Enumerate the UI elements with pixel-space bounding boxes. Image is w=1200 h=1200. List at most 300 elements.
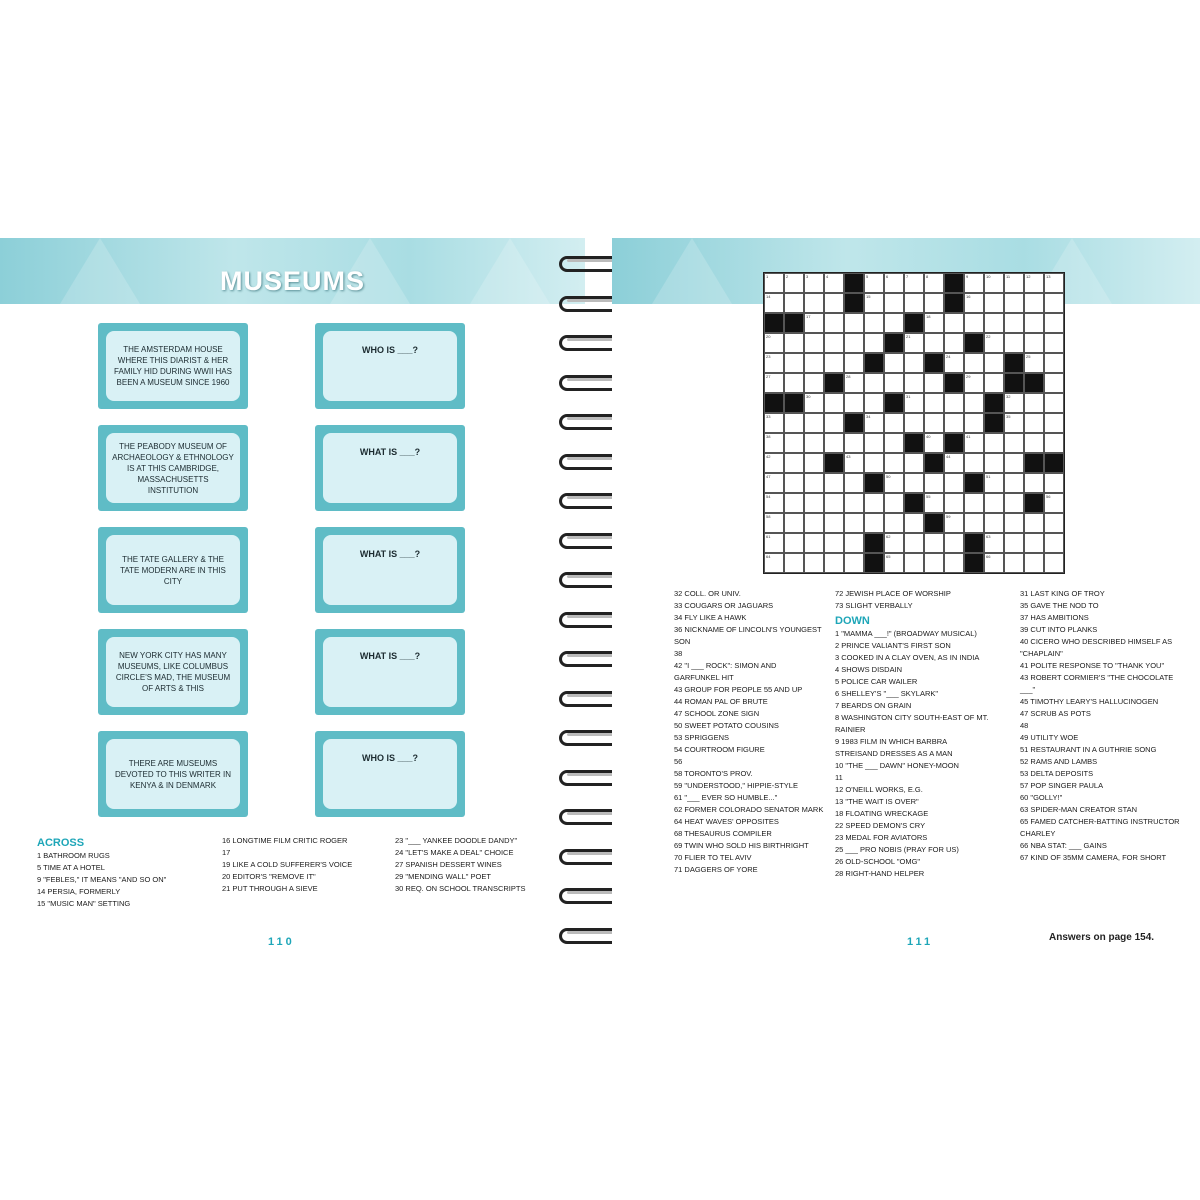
grid-cell[interactable]	[764, 553, 784, 573]
grid-cell[interactable]	[864, 313, 884, 333]
grid-cell[interactable]	[784, 293, 804, 313]
grid-cell[interactable]	[784, 533, 804, 553]
grid-cell[interactable]	[844, 333, 864, 353]
cell-number: 25	[1026, 354, 1031, 359]
grid-cell[interactable]	[1044, 473, 1064, 493]
grid-block	[764, 313, 784, 333]
clues-col5	[835, 588, 990, 880]
grid-cell[interactable]	[944, 333, 964, 353]
grid-cell[interactable]	[984, 333, 1004, 353]
clue-card	[98, 629, 248, 715]
clue-card-text: THE AMSTERDAM HOUSE WHERE THIS DIARIST & HER FAMILY HID DURING WWII HAS BEEN A MUSEUM SINCE 1960	[106, 331, 240, 401]
grid-cell[interactable]	[844, 353, 864, 373]
grid-cell[interactable]	[964, 453, 984, 473]
grid-block	[964, 553, 984, 573]
grid-cell[interactable]	[764, 413, 784, 433]
cell-number: 23	[766, 354, 771, 359]
grid-cell[interactable]	[844, 453, 864, 473]
grid-cell[interactable]	[944, 513, 964, 533]
grid-cell[interactable]	[804, 313, 824, 333]
grid-cell[interactable]	[804, 413, 824, 433]
grid-cell[interactable]	[904, 393, 924, 413]
grid-cell[interactable]	[1004, 553, 1024, 573]
grid-cell[interactable]	[784, 373, 804, 393]
grid-block	[824, 373, 844, 393]
grid-cell[interactable]	[984, 433, 1004, 453]
grid-cell[interactable]	[784, 273, 804, 293]
grid-cell[interactable]	[1024, 553, 1044, 573]
clue-line: 22 SPEED DEMON'S CRY	[835, 821, 926, 830]
grid-cell[interactable]	[1004, 293, 1024, 313]
grid-cell[interactable]	[764, 373, 784, 393]
cell-number: 38	[766, 434, 771, 439]
grid-cell[interactable]	[904, 533, 924, 553]
grid-cell[interactable]	[904, 413, 924, 433]
grid-cell[interactable]	[1024, 293, 1044, 313]
clue-line: 70 FLIER TO TEL AVIV	[674, 853, 752, 862]
cell-number: 9	[966, 274, 969, 279]
grid-cell[interactable]	[904, 353, 924, 373]
grid-cell[interactable]	[944, 473, 964, 493]
grid-cell[interactable]	[924, 293, 944, 313]
grid-cell[interactable]	[824, 313, 844, 333]
grid-cell[interactable]	[924, 433, 944, 453]
grid-cell[interactable]	[964, 433, 984, 453]
grid-cell[interactable]	[904, 273, 924, 293]
grid-block	[944, 433, 964, 453]
grid-cell[interactable]	[804, 373, 824, 393]
clue-line: 39 CUT INTO PLANKS	[1020, 625, 1098, 634]
grid-cell[interactable]	[844, 533, 864, 553]
answer-card-text: WHAT IS ___?	[323, 637, 457, 707]
grid-cell[interactable]	[844, 313, 864, 333]
cell-number: 20	[766, 334, 771, 339]
page-number-left: 110	[268, 936, 295, 948]
grid-cell[interactable]	[764, 473, 784, 493]
grid-cell[interactable]	[924, 413, 944, 433]
grid-cell[interactable]	[784, 553, 804, 573]
grid-block	[844, 293, 864, 313]
grid-cell[interactable]	[1024, 353, 1044, 373]
grid-cell[interactable]	[864, 413, 884, 433]
grid-cell[interactable]	[804, 433, 824, 453]
down-clues-col3	[1020, 588, 1185, 864]
grid-cell[interactable]	[1044, 313, 1064, 333]
grid-cell[interactable]	[964, 353, 984, 373]
grid-cell[interactable]	[764, 353, 784, 373]
cell-number: 16	[966, 294, 971, 299]
grid-cell[interactable]	[784, 473, 804, 493]
clue-line: 13 "THE WAIT IS OVER"	[835, 797, 919, 806]
right-page	[612, 238, 1200, 962]
grid-cell[interactable]	[884, 493, 904, 513]
grid-cell[interactable]	[884, 413, 904, 433]
cell-number: 33	[766, 414, 771, 419]
grid-cell[interactable]	[944, 413, 964, 433]
cell-number: 44	[946, 454, 951, 459]
grid-cell[interactable]	[804, 453, 824, 473]
grid-block	[784, 313, 804, 333]
grid-cell[interactable]	[824, 413, 844, 433]
grid-cell[interactable]	[844, 493, 864, 513]
grid-cell[interactable]	[1044, 493, 1064, 513]
grid-cell[interactable]	[984, 493, 1004, 513]
grid-cell[interactable]	[764, 533, 784, 553]
grid-cell[interactable]	[944, 313, 964, 333]
grid-block	[1024, 373, 1044, 393]
grid-cell[interactable]	[804, 273, 824, 293]
grid-block	[864, 353, 884, 373]
answer-card[interactable]	[315, 527, 465, 613]
clue-card-text: THERE ARE MUSEUMS DEVOTED TO THIS WRITER IN KENYA & IN DENMARK	[106, 739, 240, 809]
grid-cell[interactable]	[924, 553, 944, 573]
grid-cell[interactable]	[804, 493, 824, 513]
grid-cell[interactable]	[864, 273, 884, 293]
left-page	[0, 238, 585, 962]
answer-card-text: WHAT IS ___?	[323, 535, 457, 605]
grid-cell[interactable]	[1004, 433, 1024, 453]
grid-cell[interactable]	[1004, 413, 1024, 433]
cell-number: 11	[1006, 274, 1011, 279]
grid-block	[864, 553, 884, 573]
clue-line: 4 SHOWS DISDAIN	[835, 665, 903, 674]
grid-cell[interactable]	[804, 353, 824, 373]
clue-line: 54 COURTROOM FIGURE	[674, 745, 765, 754]
grid-cell[interactable]	[884, 433, 904, 453]
grid-cell[interactable]	[984, 553, 1004, 573]
grid-cell[interactable]	[784, 513, 804, 533]
grid-cell[interactable]	[984, 313, 1004, 333]
grid-cell[interactable]	[764, 273, 784, 293]
grid-cell[interactable]	[924, 393, 944, 413]
clue-line: 24 "LET'S MAKE A DEAL" CHOICE	[395, 848, 514, 857]
grid-cell[interactable]	[884, 513, 904, 533]
grid-block	[1044, 453, 1064, 473]
cell-number: 8	[926, 274, 929, 279]
grid-cell[interactable]	[1044, 513, 1064, 533]
grid-cell[interactable]	[1044, 273, 1064, 293]
clue-line: 53 SPRIGGENS	[674, 733, 730, 742]
grid-cell[interactable]	[784, 413, 804, 433]
grid-cell[interactable]	[944, 533, 964, 553]
grid-cell[interactable]	[1024, 393, 1044, 413]
clue-line: 30 REQ. ON SCHOOL TRANSCRIPTS	[395, 884, 526, 893]
grid-cell[interactable]	[1024, 413, 1044, 433]
answer-card-text: WHAT IS ___?	[323, 433, 457, 503]
grid-cell[interactable]	[804, 393, 824, 413]
clue-line: 12 O'NEILL WORKS, E.G.	[835, 785, 923, 794]
grid-cell[interactable]	[764, 433, 784, 453]
grid-cell[interactable]	[904, 473, 924, 493]
crossword-grid[interactable]	[763, 272, 1065, 574]
grid-cell[interactable]	[964, 393, 984, 413]
clue-line: 73 SLIGHT VERBALLY	[835, 601, 913, 610]
clue-card	[98, 527, 248, 613]
grid-cell[interactable]	[884, 553, 904, 573]
grid-cell[interactable]	[784, 453, 804, 473]
grid-cell[interactable]	[984, 533, 1004, 553]
grid-cell[interactable]	[964, 493, 984, 513]
grid-cell[interactable]	[864, 393, 884, 413]
grid-cell[interactable]	[1044, 553, 1064, 573]
grid-cell[interactable]	[844, 473, 864, 493]
grid-block	[964, 533, 984, 553]
cell-number: 5	[866, 274, 869, 279]
grid-cell[interactable]	[904, 553, 924, 573]
cell-number: 29	[966, 374, 971, 379]
cell-number: 41	[966, 434, 971, 439]
answer-card[interactable]	[315, 629, 465, 715]
grid-block	[844, 273, 864, 293]
answer-card[interactable]	[315, 731, 465, 817]
cell-number: 14	[766, 294, 771, 299]
cell-number: 4	[826, 274, 829, 279]
grid-cell[interactable]	[784, 493, 804, 513]
grid-cell[interactable]	[884, 473, 904, 493]
clue-line: 32 COLL. OR UNIV.	[674, 589, 741, 598]
answer-card-text: WHO IS ___?	[323, 739, 457, 809]
clue-line: 5 TIME AT A HOTEL	[37, 863, 105, 872]
grid-cell[interactable]	[964, 413, 984, 433]
grid-block	[864, 533, 884, 553]
grid-cell[interactable]	[1024, 473, 1044, 493]
grid-cell[interactable]	[804, 473, 824, 493]
clue-line: 10 "THE ___ DAWN" HONEY-MOON	[835, 761, 959, 770]
grid-cell[interactable]	[984, 513, 1004, 533]
clue-line: 27 SPANISH DESSERT WINES	[395, 860, 502, 869]
grid-cell[interactable]	[824, 533, 844, 553]
grid-block	[764, 393, 784, 413]
clue-line: 69 TWIN WHO SOLD HIS BIRTHRIGHT	[674, 841, 809, 850]
cell-number: 32	[1006, 394, 1011, 399]
grid-cell[interactable]	[1044, 533, 1064, 553]
grid-cell[interactable]	[924, 333, 944, 353]
grid-cell[interactable]	[804, 513, 824, 533]
grid-cell[interactable]	[884, 313, 904, 333]
grid-cell[interactable]	[824, 433, 844, 453]
clue-line: 14 PERSIA, FORMERLY	[37, 887, 121, 896]
grid-cell[interactable]	[984, 293, 1004, 313]
grid-cell[interactable]	[884, 293, 904, 313]
grid-cell[interactable]	[864, 293, 884, 313]
grid-cell[interactable]	[884, 273, 904, 293]
grid-cell[interactable]	[824, 393, 844, 413]
grid-cell[interactable]	[904, 293, 924, 313]
grid-cell[interactable]	[764, 513, 784, 533]
grid-cell[interactable]	[804, 293, 824, 313]
grid-cell[interactable]	[944, 453, 964, 473]
answer-card[interactable]	[315, 323, 465, 409]
grid-cell[interactable]	[844, 513, 864, 533]
grid-cell[interactable]	[884, 453, 904, 473]
grid-cell[interactable]	[924, 273, 944, 293]
grid-cell[interactable]	[944, 393, 964, 413]
cell-number: 51	[986, 474, 991, 479]
grid-cell[interactable]	[864, 513, 884, 533]
cell-number: 66	[986, 554, 991, 559]
grid-cell[interactable]	[964, 513, 984, 533]
grid-cell[interactable]	[984, 373, 1004, 393]
grid-cell[interactable]	[1004, 313, 1024, 333]
grid-cell[interactable]	[784, 333, 804, 353]
grid-cell[interactable]	[1044, 433, 1064, 453]
grid-cell[interactable]	[824, 273, 844, 293]
grid-cell[interactable]	[1044, 333, 1064, 353]
grid-cell[interactable]	[864, 493, 884, 513]
grid-cell[interactable]	[864, 453, 884, 473]
grid-cell[interactable]	[1024, 533, 1044, 553]
cell-number: 40	[926, 434, 931, 439]
grid-cell[interactable]	[864, 333, 884, 353]
cell-number: 34	[866, 414, 871, 419]
clue-line: 5 POLICE CAR WAILER	[835, 677, 918, 686]
grid-block	[824, 453, 844, 473]
grid-cell[interactable]	[844, 393, 864, 413]
grid-cell[interactable]	[1024, 433, 1044, 453]
clue-line: 25 ___ PRO NOBIS (PRAY FOR US)	[835, 845, 959, 854]
grid-block	[884, 393, 904, 413]
clue-line: 18 FLOATING WRECKAGE	[835, 809, 929, 818]
cell-number: 64	[766, 554, 771, 559]
grid-cell[interactable]	[804, 333, 824, 353]
grid-cell[interactable]	[824, 293, 844, 313]
cell-number: 54	[766, 494, 771, 499]
clue-line: 42 "I ___ ROCK": SIMON AND GARFUNKEL HIT	[674, 661, 777, 682]
grid-cell[interactable]	[924, 533, 944, 553]
grid-cell[interactable]	[904, 333, 924, 353]
grid-cell[interactable]	[1044, 353, 1064, 373]
clue-line: 64 HEAT WAVES' OPPOSITES	[674, 817, 779, 826]
grid-cell[interactable]	[1044, 293, 1064, 313]
grid-cell[interactable]	[1044, 413, 1064, 433]
grid-cell[interactable]	[784, 353, 804, 373]
grid-cell[interactable]	[824, 513, 844, 533]
grid-cell[interactable]	[764, 493, 784, 513]
grid-cell[interactable]	[1004, 333, 1024, 353]
grid-block	[944, 373, 964, 393]
grid-cell[interactable]	[984, 453, 1004, 473]
clue-line: 20 EDITOR'S "REMOVE IT"	[222, 872, 316, 881]
clue-line: 23 "___ YANKEE DOODLE DANDY"	[395, 836, 518, 845]
clue-line: 3 COOKED IN A CLAY OVEN, AS IN INDIA	[835, 653, 980, 662]
grid-cell[interactable]	[824, 333, 844, 353]
grid-cell[interactable]	[1004, 453, 1024, 473]
grid-cell[interactable]	[964, 313, 984, 333]
grid-cell[interactable]	[1024, 273, 1044, 293]
across-clues-col2	[222, 835, 372, 895]
cell-number: 56	[1046, 494, 1051, 499]
answer-card-text: WHO IS ___?	[323, 331, 457, 401]
grid-cell[interactable]	[924, 373, 944, 393]
cell-number: 43	[846, 454, 851, 459]
clue-line: 49 UTILITY WOE	[1020, 733, 1079, 742]
grid-cell[interactable]	[1024, 333, 1044, 353]
grid-block	[1024, 453, 1044, 473]
grid-cell[interactable]	[904, 373, 924, 393]
grid-cell[interactable]	[1044, 373, 1064, 393]
grid-cell[interactable]	[1004, 493, 1024, 513]
cell-number: 10	[986, 274, 991, 279]
grid-cell[interactable]	[824, 473, 844, 493]
grid-cell[interactable]	[824, 493, 844, 513]
grid-cell[interactable]	[764, 293, 784, 313]
clue-line: 51 RESTAURANT IN A GUTHRIE SONG	[1020, 745, 1157, 754]
grid-cell[interactable]	[924, 473, 944, 493]
clue-line: 26 OLD-SCHOOL "OMG"	[835, 857, 921, 866]
clue-line: 43 GROUP FOR PEOPLE 55 AND UP	[674, 685, 803, 694]
grid-cell[interactable]	[884, 373, 904, 393]
grid-cell[interactable]	[1004, 393, 1024, 413]
grid-cell[interactable]	[944, 353, 964, 373]
grid-cell[interactable]	[1024, 313, 1044, 333]
grid-cell[interactable]	[984, 353, 1004, 373]
cell-number: 7	[906, 274, 909, 279]
grid-cell[interactable]	[804, 533, 824, 553]
grid-cell[interactable]	[764, 453, 784, 473]
answers-note: Answers on page 154.	[1049, 932, 1155, 943]
answer-card[interactable]	[315, 425, 465, 511]
cell-number: 1	[766, 274, 769, 279]
clue-line: 47 SCRUB AS POTS	[1020, 709, 1091, 718]
grid-cell[interactable]	[844, 553, 864, 573]
grid-cell[interactable]	[1004, 533, 1024, 553]
grid-cell[interactable]	[944, 493, 964, 513]
grid-cell[interactable]	[904, 453, 924, 473]
grid-cell[interactable]	[1004, 513, 1024, 533]
clue-line: 66 NBA STAT: ___ GAINS	[1020, 841, 1107, 850]
grid-cell[interactable]	[904, 513, 924, 533]
grid-cell[interactable]	[1024, 513, 1044, 533]
grid-cell[interactable]	[944, 553, 964, 573]
grid-cell[interactable]	[1004, 273, 1024, 293]
grid-block	[884, 333, 904, 353]
grid-cell[interactable]	[784, 433, 804, 453]
grid-block	[864, 473, 884, 493]
grid-cell[interactable]	[964, 373, 984, 393]
grid-cell[interactable]	[884, 353, 904, 373]
grid-cell[interactable]	[864, 433, 884, 453]
grid-cell[interactable]	[924, 493, 944, 513]
grid-cell[interactable]	[924, 313, 944, 333]
grid-cell[interactable]	[964, 273, 984, 293]
cell-number: 42	[766, 454, 771, 459]
clue-line: 1 BATHROOM RUGS	[37, 851, 110, 860]
cell-number: 35	[1006, 414, 1011, 419]
grid-cell[interactable]	[824, 553, 844, 573]
grid-cell[interactable]	[1004, 473, 1024, 493]
grid-block	[904, 433, 924, 453]
grid-cell[interactable]	[984, 273, 1004, 293]
cell-number: 3	[806, 274, 809, 279]
grid-cell[interactable]	[984, 473, 1004, 493]
clue-line: 62 FORMER COLORADO SENATOR MARK	[674, 805, 824, 814]
grid-cell[interactable]	[864, 373, 884, 393]
grid-cell[interactable]	[764, 333, 784, 353]
grid-block	[904, 313, 924, 333]
grid-cell[interactable]	[964, 293, 984, 313]
grid-cell[interactable]	[884, 533, 904, 553]
clue-card-text: NEW YORK CITY HAS MANY MUSEUMS, LIKE COLUMBUS CIRCLE'S MAD, THE MUSEUM OF ARTS & THIS	[106, 637, 240, 707]
cell-number: 55	[926, 494, 931, 499]
grid-cell[interactable]	[844, 373, 864, 393]
grid-cell[interactable]	[844, 433, 864, 453]
grid-cell[interactable]	[804, 553, 824, 573]
grid-cell[interactable]	[1044, 393, 1064, 413]
across-clues-col4	[674, 588, 824, 876]
page-number-right: 111	[907, 936, 934, 948]
grid-cell[interactable]	[824, 353, 844, 373]
cell-number: 50	[886, 474, 891, 479]
